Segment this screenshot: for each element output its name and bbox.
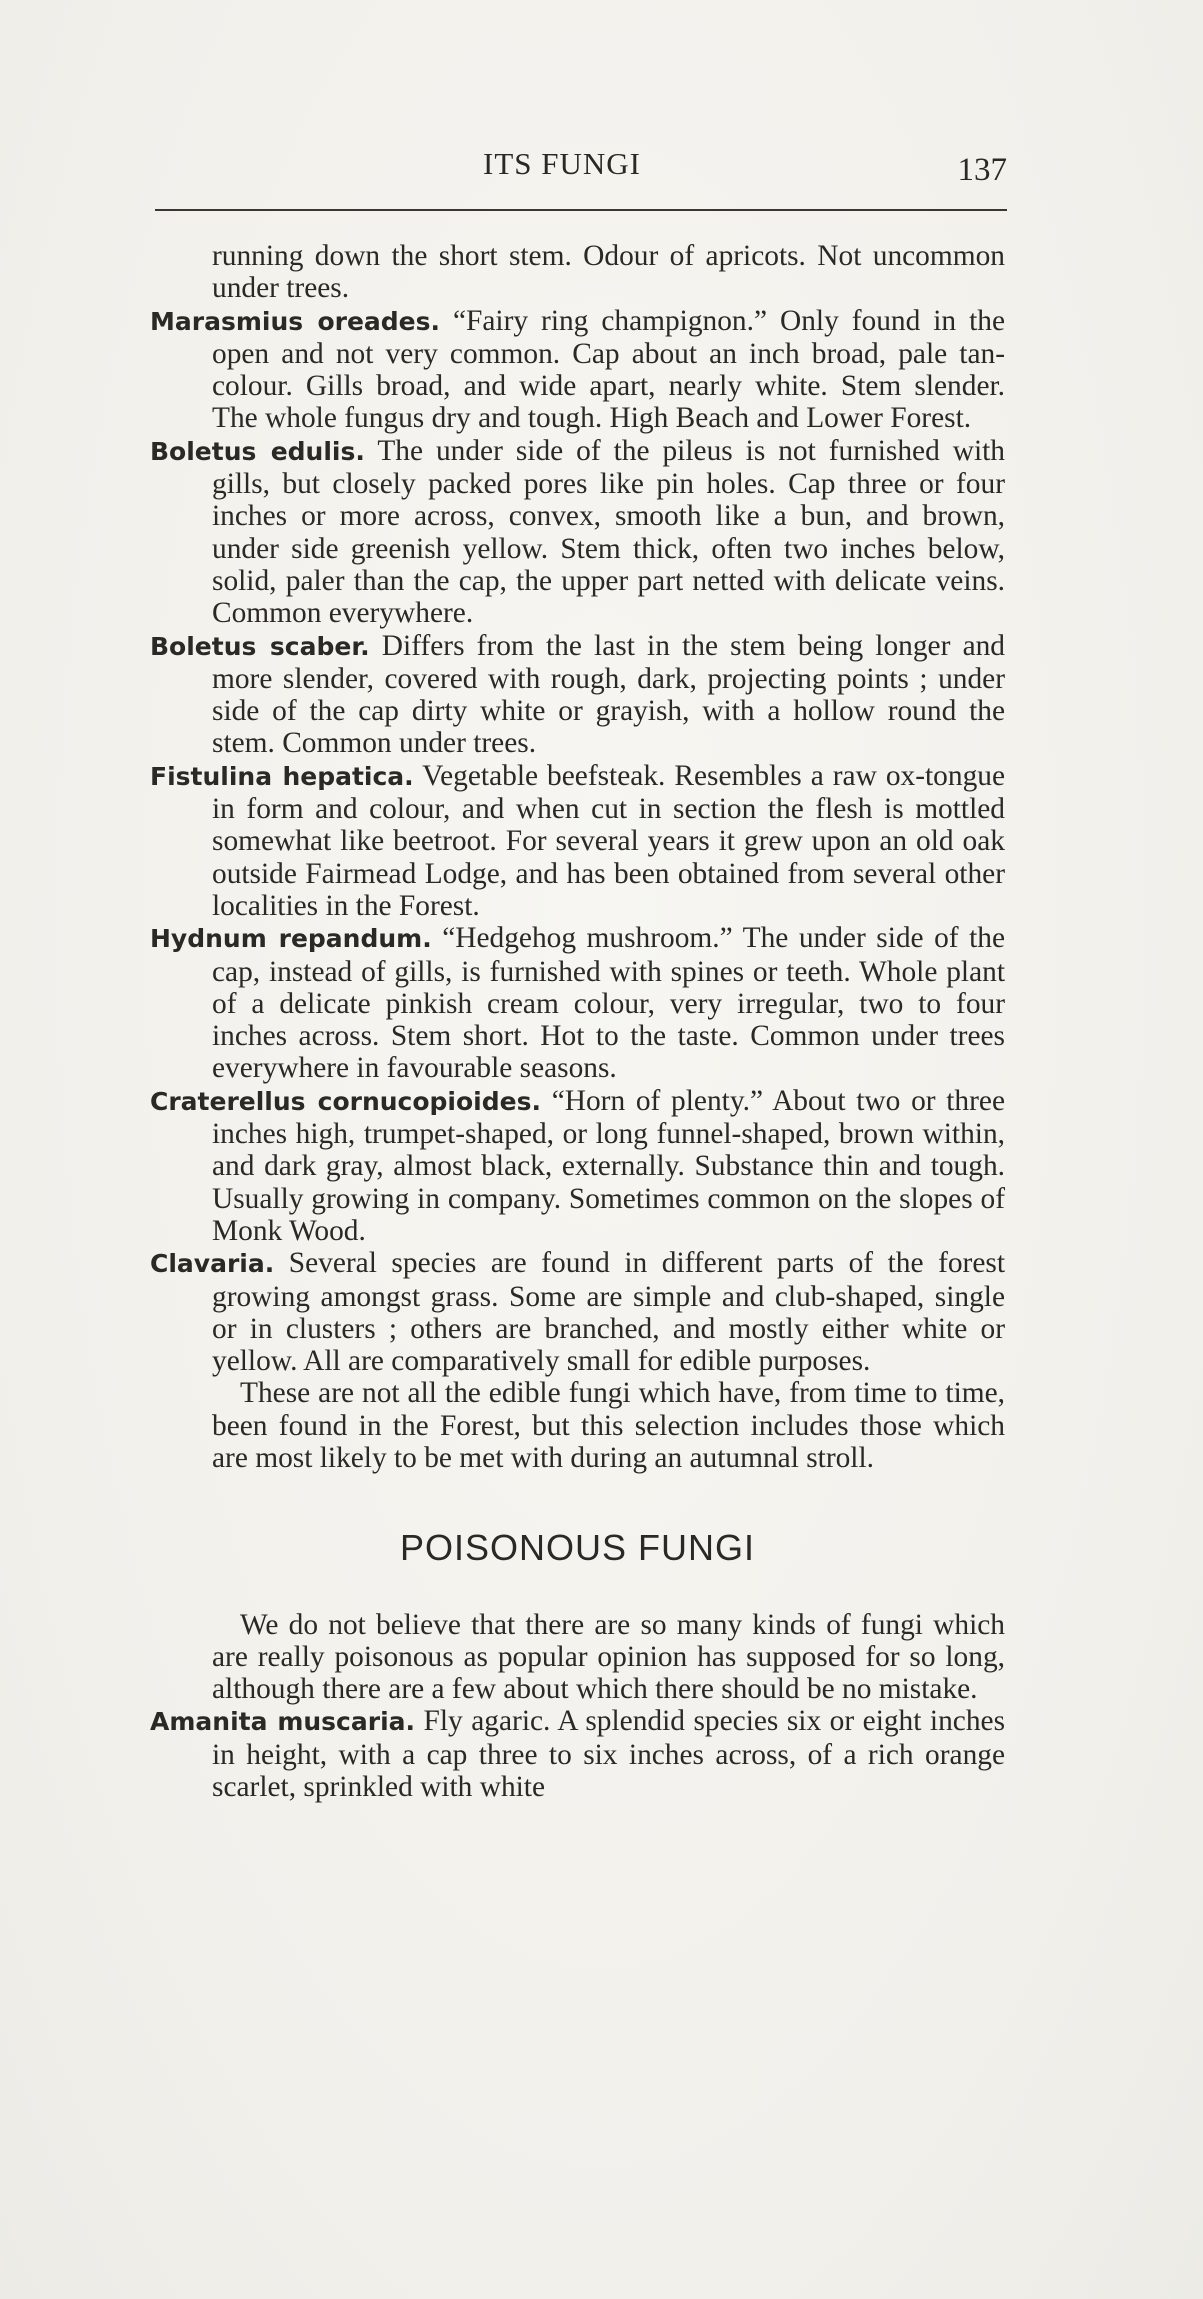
entry-boletus-scaber — [150, 630, 1005, 760]
entry-clavaria — [150, 1247, 1005, 1377]
entry-marasmius-oreades — [150, 305, 1005, 435]
entry-text: “Hedgehog mushroom.” The under side of the cap, instead of gills, is furnished with spines or teeth. Whole plant of a delicate pinkish cream colour, very irregular, two to four inches across. Stem short. Hot to the taste. Common under trees everywhere in favourable seasons. — [212, 922, 1005, 1085]
entry-term: Marasmius oreades. — [150, 306, 441, 336]
entry-boletus-edulis — [150, 435, 1005, 630]
section-intro: We do not believe that there are so many kinds of fungi which are really poisonous as popular opinion has supposed for so long, although there are a few about which there should be no mistake. — [212, 1608, 1005, 1706]
entry-text: Vegetable beefsteak. Resembles a raw ox-tongue in form and colour, and when cut in section the flesh is mottled somewhat like beetroot. For several years it grew upon an old oak outside Fairmead Lodge, and has been obtained from several other localities in the Forest. — [212, 759, 1005, 922]
entry-term: Clavaria. — [150, 1249, 275, 1279]
entry-text: “Horn of plenty.” About two or three inches high, trumpet-shaped, or long funnel-shaped, brown within, and dark gray, almost black, externally. Substance thin and tough. Usually growing in company. Sometimes common on the slopes of Monk Wood. — [212, 1084, 1005, 1247]
entry-fistulina-hepatica — [150, 760, 1005, 922]
entry-term: Boletus scaber. — [150, 631, 370, 661]
entry-text: The under side of the pileus is not furnished with gills, but closely packed pores like pin holes. Cap three or four inches or more across, convex, smooth like a bun, and brown, under side greenish yellow. Stem thick, often two inches below, solid, paler than the cap, the upper part netted with delicate veins. Common everywhere. — [212, 434, 1005, 630]
entry-term: Craterellus cornucopioides. — [150, 1086, 541, 1116]
page-number: 137 — [957, 152, 1007, 188]
entry-text: “Fairy ring champignon.” Only found in the open and not very common. Cap about an inch broad, pale tan-colour. Gills broad, and wide apart, nearly white. Stem slender. The whole fungus dry and tough. High Beach and Lower Forest. — [212, 304, 1005, 435]
entry-term: Fistulina hepatica. — [150, 761, 414, 791]
header-rule — [155, 209, 1007, 211]
running-head: ITS FUNGI — [483, 146, 641, 181]
page-body — [150, 240, 1005, 1803]
entry-text: running down the short stem. Odour of apricots. Not uncommon under trees. — [212, 240, 1005, 305]
entry-text: Differs from the last in the stem being longer and more slender, covered with rough, dark, projecting points ; under side of the cap dirty white or grayish, with a hollow round the stem. Common under trees. — [212, 629, 1006, 760]
closing-paragraph: These are not all the edible fungi which have, from time to time, been found in the Forest, but this selection includes those which are most likely to be met with during an autumnal stroll. — [212, 1377, 1005, 1474]
entry-text: Several species are found in different parts of the forest growing amongst grass. Some are simple and club-shaped, single or in clusters ; others are branched, and mostly either white or yellow. All are comparatively small for edible purposes. — [212, 1247, 1005, 1378]
entry-hydnum-repandum — [150, 922, 1005, 1084]
page-header — [155, 146, 1007, 190]
entry-text: Fly agaric. A splendid species six or eight inches in height, with a cap three to six inches across, of a rich orange scarlet, sprinkled with white — [212, 1705, 1006, 1804]
entry-amanita-muscaria — [150, 1705, 1005, 1803]
entry-continuation — [150, 240, 1005, 305]
entry-craterellus-cornucopioides — [150, 1085, 1005, 1247]
entry-term: Boletus edulis. — [150, 436, 365, 466]
entry-term: Amanita muscaria. — [150, 1707, 416, 1737]
entry-term: Hydnum repandum. — [150, 924, 432, 954]
section-title: POISONOUS FUNGI — [399, 1527, 756, 1569]
